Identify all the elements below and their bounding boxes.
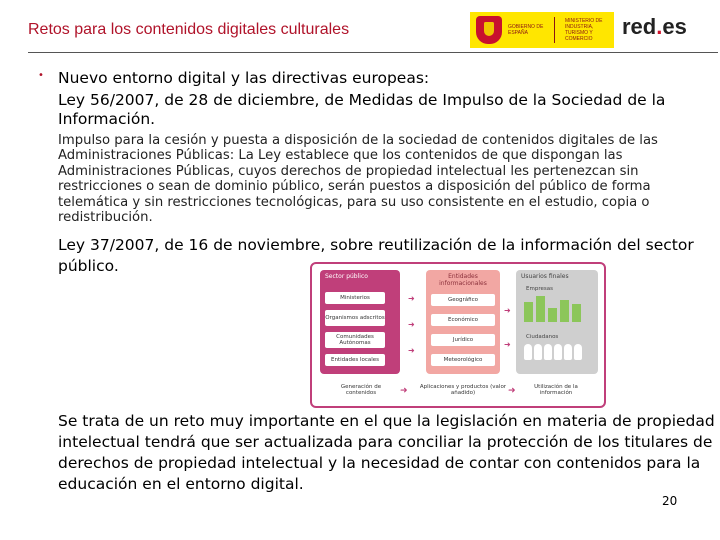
gov-logo-text-1: GOBIERNO DE ESPAÑA xyxy=(508,24,544,36)
item-organismos: Organismos adscritos xyxy=(325,310,385,326)
reuse-diagram xyxy=(310,262,606,408)
red-es-logo xyxy=(622,14,687,40)
arrow-right-icon: ➜ xyxy=(508,386,516,396)
slide-title: Retos para los contenidos digitales culturales xyxy=(28,21,350,38)
bullet-title: Nuevo entorno digital y las directivas europeas: xyxy=(58,69,430,87)
companies-label: Empresas xyxy=(526,286,553,292)
arrow-right-icon: ➜ xyxy=(400,386,408,396)
end-users-title: Usuarios finales xyxy=(521,273,569,280)
people-icon xyxy=(524,344,582,360)
buildings-icon xyxy=(524,296,581,322)
gov-logo-divider xyxy=(554,17,555,43)
end-users-panel xyxy=(516,270,598,374)
law-37-2007: Ley 37/2007, de 16 de noviembre, sobre reutilización de la información del sector público. xyxy=(58,236,694,275)
item-comunidades: Comunidades Autónomas xyxy=(325,332,385,348)
closing-paragraph: Se trata de un reto muy importante en el que la legislación en materia de propiedad intelectual tendrá que ser actualizada para conciliar la protección de los titulares de derechos de propiedad intelectual y la necesidad de contar con contenidos para la educación en el entorno digital. xyxy=(58,412,715,493)
public-sector-title: Sector público xyxy=(325,273,368,280)
item-ministerios: Ministerios xyxy=(325,292,385,304)
caption-content-generation: Generación de contenidos xyxy=(340,384,382,396)
page-number: 20 xyxy=(662,494,678,508)
information-entities-panel xyxy=(426,270,500,374)
coat-of-arms-icon xyxy=(476,16,502,44)
item-entidades-locales: Entidades locales xyxy=(325,354,385,366)
arrow-right-icon: ➜ xyxy=(408,294,415,303)
item-juridico: Jurídico xyxy=(431,334,495,346)
item-geografico: Geográfico xyxy=(431,294,495,306)
arrow-right-icon: ➜ xyxy=(408,346,415,355)
brand-end: es xyxy=(662,14,687,39)
brand-main: red xyxy=(622,14,657,39)
gov-logo-text-2: MINISTERIO DE INDUSTRIA, TURISMO Y COMERCIO xyxy=(565,18,603,42)
bullet-icon: • xyxy=(38,70,44,81)
caption-information-use: Utilización de la información xyxy=(534,384,578,396)
caption-value-added-products: Aplicaciones y productos (valor añadido) xyxy=(419,384,507,396)
arrow-right-icon: ➜ xyxy=(504,306,511,315)
law-56-description: Impulso para la cesión y puesta a disposición de la sociedad de contenidos digitales de las Administraciones Públicas: La Ley establece que los contenidos de que dispongan las Administraciones Públicas, cuyos derechos de propiedad intelectual les pertenezcan sin restricciones o sean de dominio público, serán puestos a disposición del público de forma telemática y sin restricciones tecnológicas, para su uso consistente en el estudio, copia o redistribución. xyxy=(58,133,658,226)
item-meteorologico: Meteorológico xyxy=(431,354,495,366)
header-divider xyxy=(28,52,718,53)
information-entities-title: Entidades informacionales xyxy=(439,273,487,287)
brand-dot: . xyxy=(656,14,663,39)
law-56-2007: Ley 56/2007, de 28 de diciembre, de Medidas de Impulso de la Sociedad de la Información. xyxy=(58,91,666,128)
public-sector-panel xyxy=(320,270,400,374)
citizens-label: Ciudadanos xyxy=(526,334,559,340)
arrow-right-icon: ➜ xyxy=(408,320,415,329)
item-economico: Económico xyxy=(431,314,495,326)
government-logo xyxy=(470,12,614,48)
arrow-right-icon: ➜ xyxy=(504,340,511,349)
